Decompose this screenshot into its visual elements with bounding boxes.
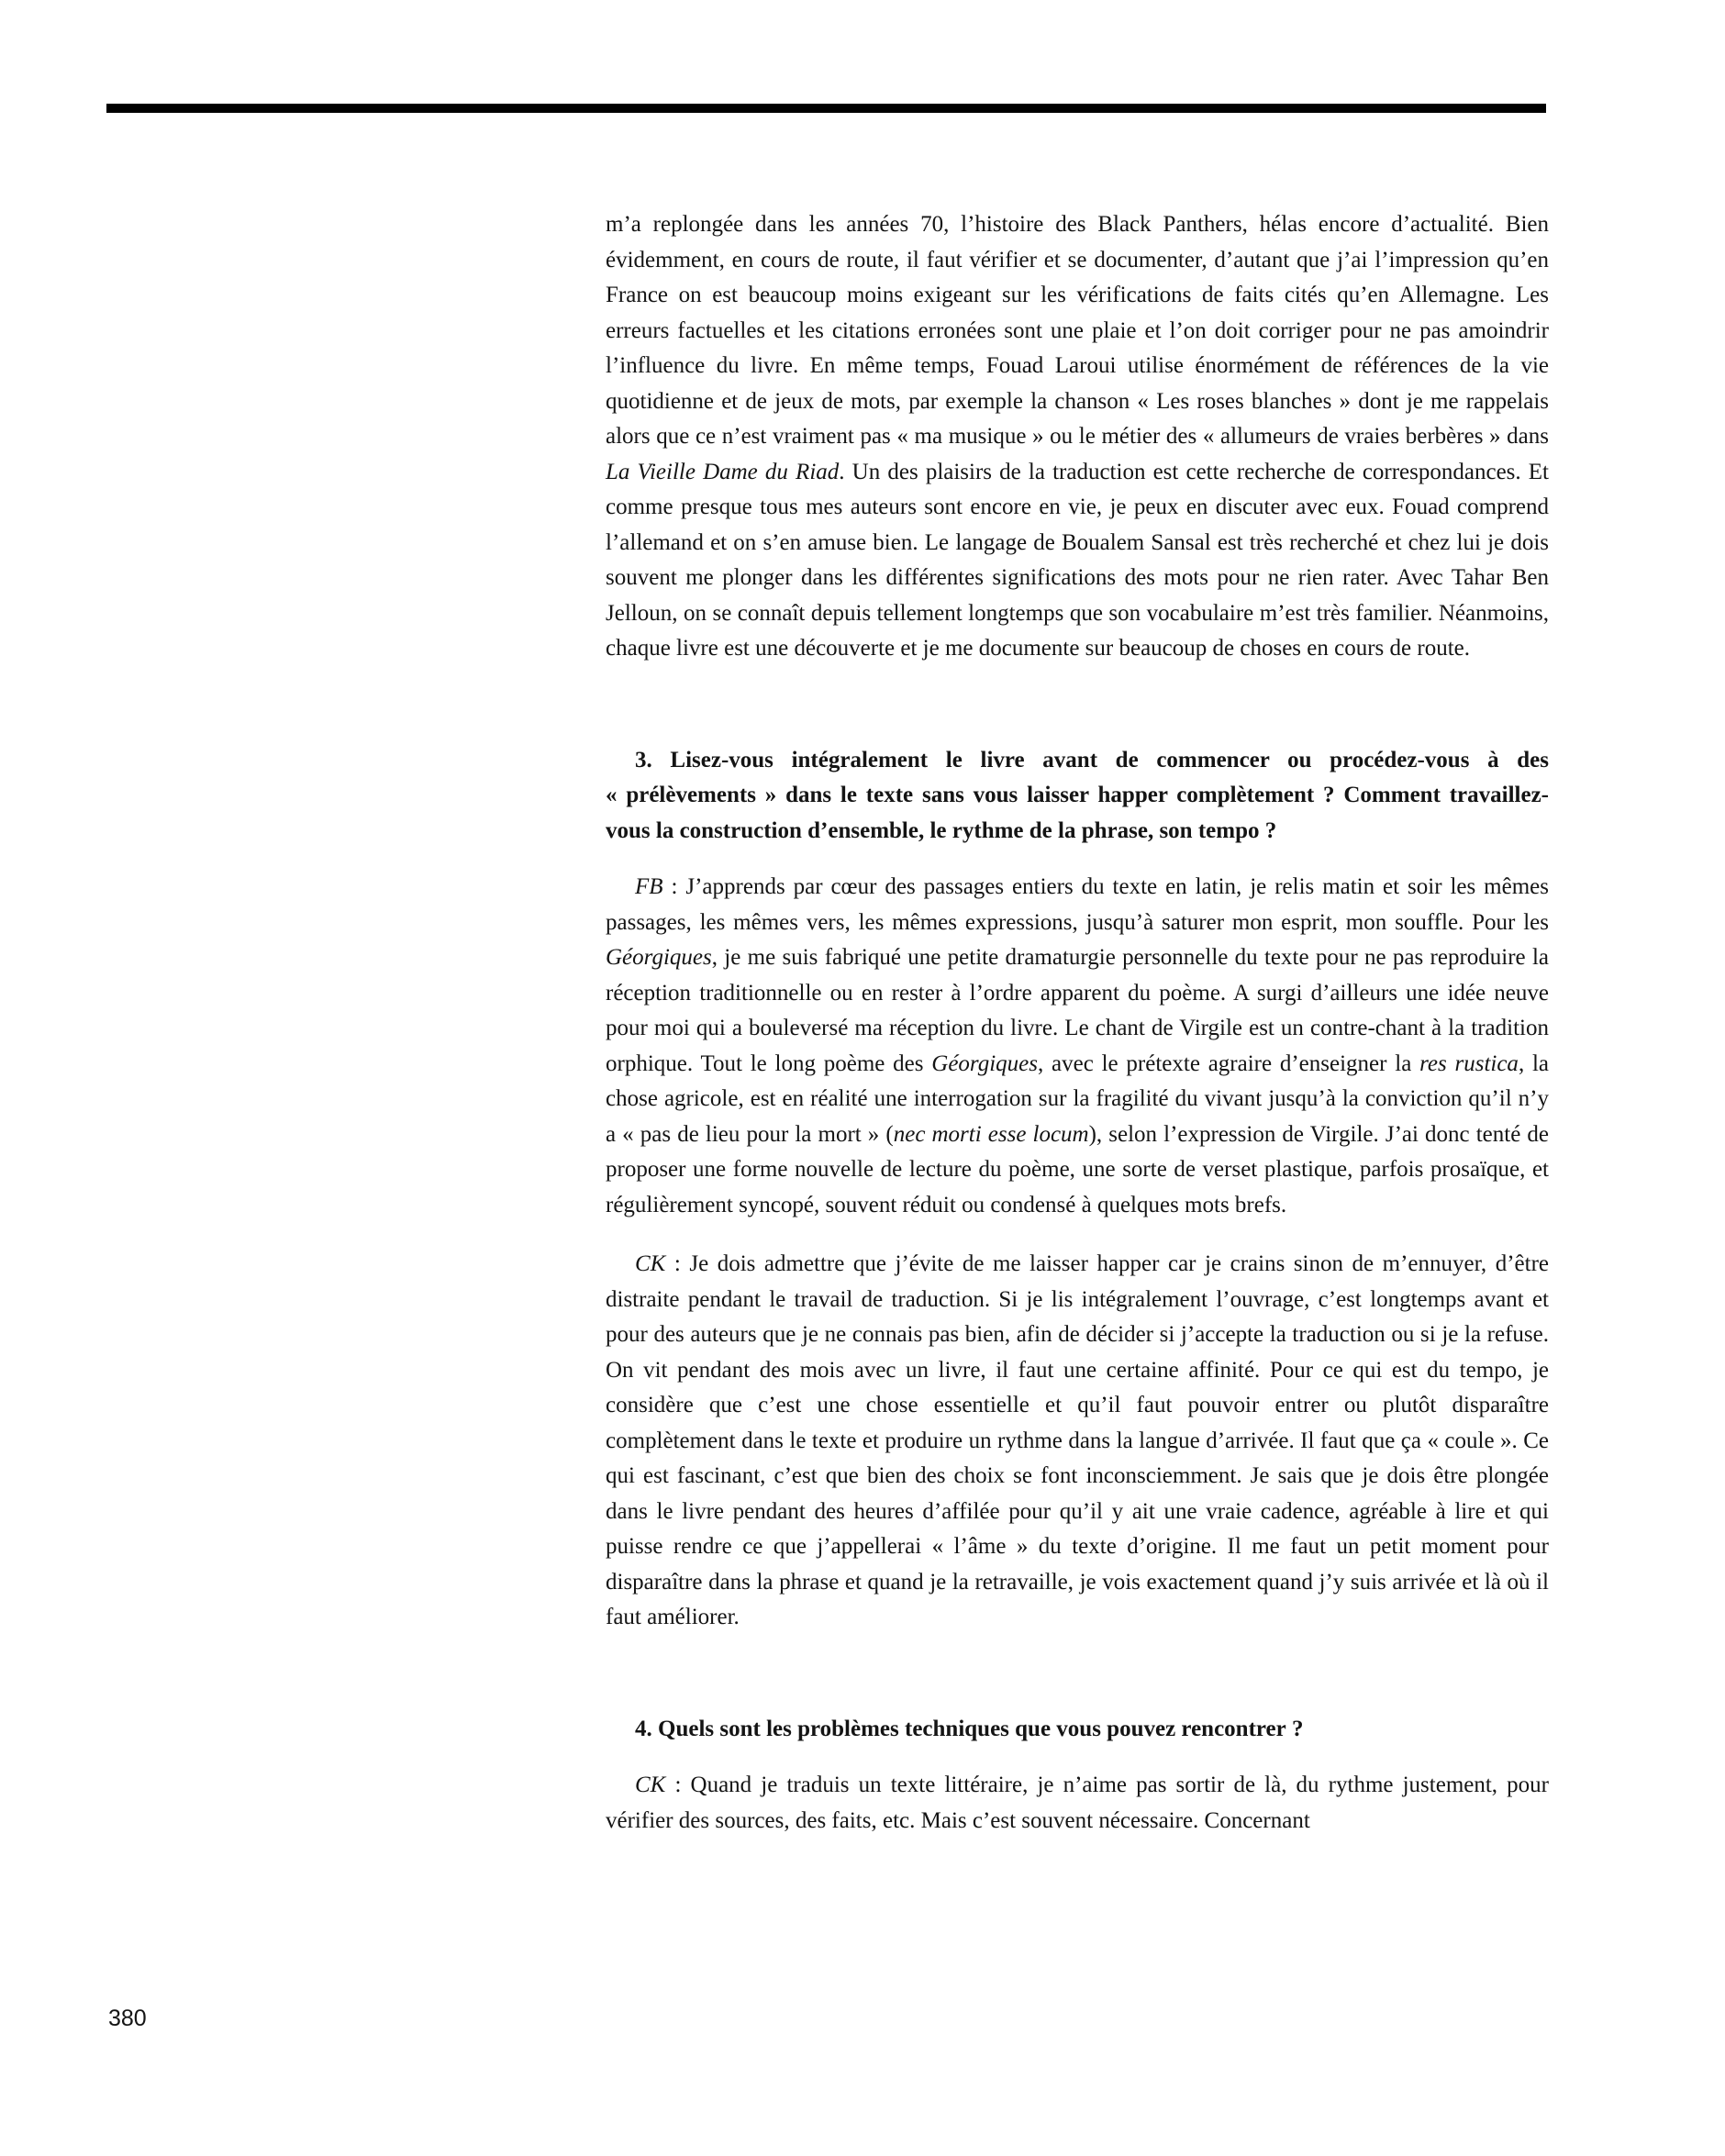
- italic-segment: CK: [635, 1251, 666, 1276]
- text-segment: 4. Quels sont les problèmes techniques que vous pouvez rencontrer ?: [635, 1716, 1304, 1741]
- italic-segment: nec morti esse locum: [893, 1121, 1089, 1147]
- italic-segment: Géorgiques: [931, 1050, 1038, 1076]
- text-segment: : Je dois admettre que j’évite de me laisser happer car je crains sinon de m’ennuyer, d’être distraite pendant le travail de traduction. Si je lis intégralement l’ouvrage, c’est longtemps avant et pour des auteurs que je ne connais pas bien, afin de décider si j’accepte la traduction ou si je la refuse. On vit pendant des mois avec un livre, il faut une certaine affinité. Pour ce qui est du tempo, je considère que c’est une chose essentielle et qu’il faut pouvoir entrer ou plutôt disparaître complètement dans le texte et produire un rythme dans la langue d’arrivée. Il faut que ça « coule ». Ce qui est fascinant, c’est que bien des choix se font inconsciemment. Je sais que je dois être plongée dans le livre pendant des heures d’affilée pour qu’il y ait une vraie cadence, agréable à lire et qui puisse rendre ce que j’appellerai « l’âme » du texte d’origine. Il me faut un petit moment pour disparaître dans la phrase et quand je la retravaille, je vois exactement quand j’y suis arrivée et là où il faut améliorer.: [606, 1251, 1549, 1629]
- text-segment: 3. Lisez-vous intégralement le livre avant de commencer ou procédez-vous à des « prélèvements » dans le texte sans vous laisser happer complètement ? Comment travaillez-vous la construction d’ensemble, le rythme de la phrase, son tempo ?: [606, 747, 1549, 843]
- text-segment: : Quand je traduis un texte littéraire, je n’aime pas sortir de là, du rythme justement, pour vérifier des sources, des faits, etc. Mais c’est souvent nécessaire. Concernant: [606, 1773, 1549, 1833]
- text-segment: m’a replongée dans les années 70, l’histoire des Black Panthers, hélas encore d’actualité. Bien évidemment, en cours de route, il faut vérifier et se documenter, d’autant que j’ai l’impression qu’en France on est beaucoup moins exigeant sur les vérifications de faits cités qu’en Allemagne. Les erreurs factuelles et les citations erronées sont une plaie et l’on doit corriger pour ne pas amoindrir l’influence du livre. En même temps, Fouad Laroui utilise énormément de références de la vie quotidienne et de jeux de mots, par exemple la chanson « Les roses blanches » dont je me rappelais alors que ce n’est vraiment pas « ma musique » ou le métier des « allumeurs de vraies berbères » dans: [606, 212, 1549, 449]
- question-3: [606, 743, 1549, 850]
- answer-fb-question-3: [606, 870, 1549, 1223]
- text-segment: , je me suis fabriqué une petite dramaturgie personnelle du texte pour ne pas reproduire la réception traditionnelle ou en rester à l’ordre apparent du poème. A surgi d’ailleurs une idée neuve pour moi qui a bouleversé ma réception du livre. Le chant de Virgile est un contre-chant à la tradition orphique. Tout le long poème des: [606, 945, 1549, 1076]
- text-segment: , avec le prétexte agraire d’enseigner la: [1038, 1050, 1420, 1076]
- italic-segment: FB: [635, 874, 663, 899]
- text-segment: , la chose agricole, est en réalité une interrogation sur la fragilité du vivant jusqu’à la conviction qu’il n’y a « pas de lieu pour la mort » (: [606, 1050, 1550, 1147]
- italic-segment: La Vieille Dame du Riad: [606, 459, 840, 484]
- italic-segment: res rustica: [1419, 1050, 1519, 1076]
- answer-ck-question-3: [606, 1247, 1549, 1636]
- continued-paragraph: [606, 207, 1549, 667]
- top-rule: [106, 104, 1546, 113]
- text-segment: . Un des plaisirs de la traduction est cette recherche de correspondances. Et comme presque tous mes auteurs sont encore en vie, je peux en discuter avec eux. Fouad comprend l’allemand et on s’en amuse bien. Le langage de Boualem Sansal est très recherché et chez lui je dois souvent me plonger dans les différentes significations des mots pour ne rien rater. Avec Tahar Ben Jelloun, on se connaît depuis tellement longtemps que son vocabulaire m’est très familier. Néanmoins, chaque livre est une découverte et je me documente sur beaucoup de choses en cours de route.: [606, 459, 1550, 661]
- answer-ck-question-4: [606, 1768, 1549, 1839]
- text-segment: ), selon l’expression de Virgile. J’ai donc tenté de proposer une forme nouvelle de lecture du poème, une sorte de verset plastique, parfois prosaïque, et régulièrement syncopé, souvent réduit ou condensé à quelques mots brefs.: [606, 1121, 1549, 1217]
- page-number: 380: [108, 2006, 147, 2031]
- italic-segment: Géorgiques: [606, 945, 712, 970]
- question-4: [606, 1712, 1549, 1748]
- text-segment: : J’apprends par cœur des passages entiers du texte en latin, je relis matin et soir les mêmes passages, les mêmes vers, les mêmes expressions, jusqu’à saturer mon esprit, mon souffle. Pour les: [606, 874, 1549, 935]
- text-column: [606, 207, 1549, 1839]
- italic-segment: CK: [635, 1773, 666, 1797]
